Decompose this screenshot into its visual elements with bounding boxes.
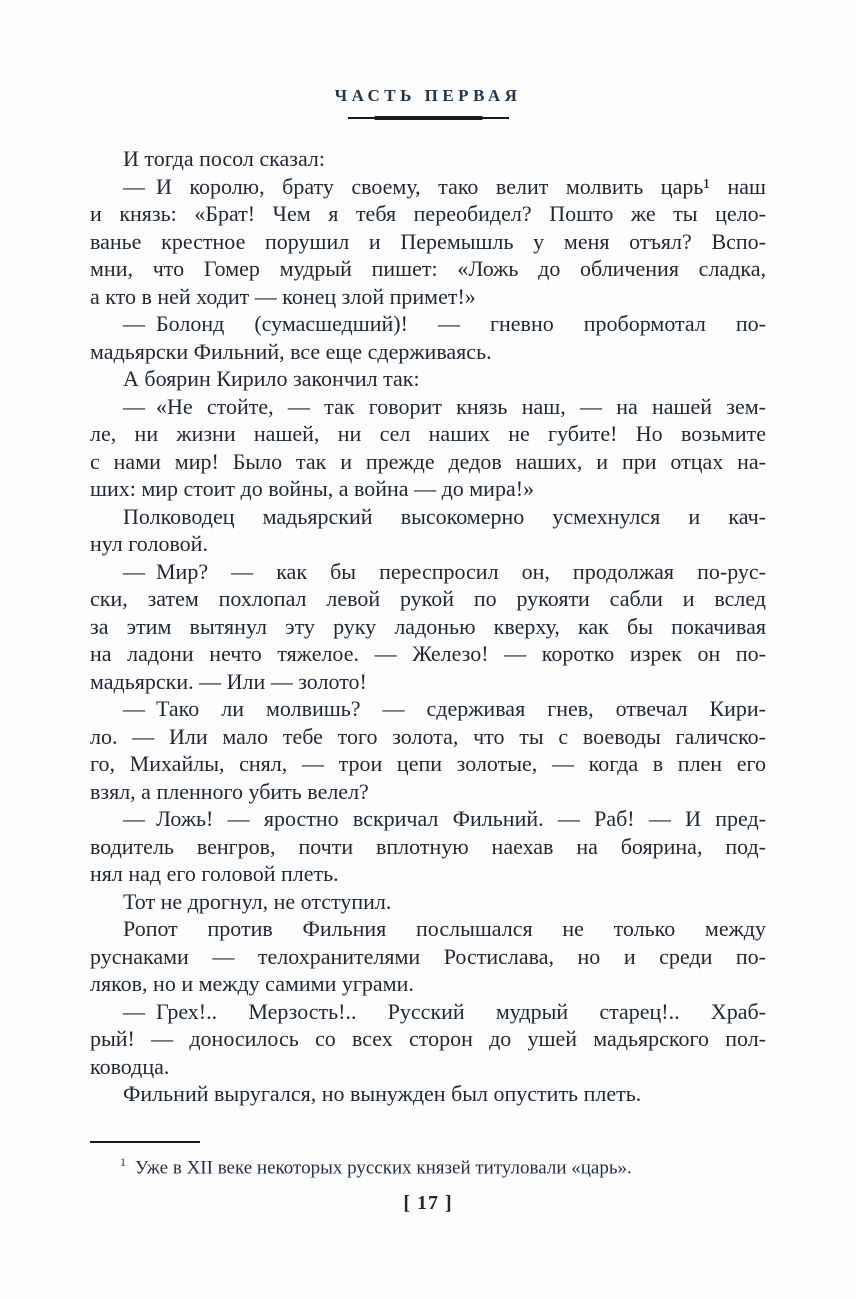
text-line: го, Михайлы, снял, — трои цепи золотые, — когда в плен его — [90, 751, 766, 776]
footnote-text: Уже в XII веке некоторых русских князей титуловали «царь». — [135, 1156, 632, 1178]
body-text — [90, 145, 766, 1108]
paragraph — [90, 145, 766, 173]
text-line: мадьярски. — Или — золото! — [90, 668, 367, 694]
chapter-header — [90, 0, 766, 121]
text-line: ководца. — [90, 1053, 170, 1079]
paragraph — [90, 888, 766, 916]
footnote-separator — [90, 1141, 200, 1143]
paragraph — [90, 503, 766, 558]
paragraph — [90, 558, 766, 696]
text-line: и князь: «Брат! Чем я тебя переобидел? Пошто же ты цело- — [90, 201, 766, 226]
text-line: — Болонд (сумасшедший)! — гневно пробормотал по- — [123, 311, 766, 336]
text-line: А боярин Кирило закончил так: — [123, 366, 420, 391]
paragraph — [90, 365, 766, 393]
text-line: взял, а пленного убить велел? — [90, 778, 369, 804]
text-line: Полководец мадьярский высокомерно усмехнулся и кач- — [123, 503, 766, 529]
text-line: — «Не стойте, — так говорит князь наш, — на нашей зем- — [123, 393, 766, 419]
paragraph — [90, 695, 766, 805]
text-line: — Тако ли молвишь? — сдерживая гнев, отвечал Кири- — [123, 696, 766, 721]
text-line: — Ложь! — яростно вскричал Фильний. — Раб! — И пред- — [123, 806, 766, 831]
text-line: ло. — Или мало тебе того золота, что ты с воеводы галичско- — [90, 723, 766, 749]
page-footer — [90, 1192, 766, 1215]
text-line: ски, затем похлопал левой рукой по рукояти сабли и вслед — [90, 586, 766, 611]
page-title: ЧАСТЬ ПЕРВАЯ — [334, 86, 522, 105]
text-line: ляков, но и между самими уграми. — [90, 971, 414, 996]
text-line: ванье крестное порушил и Перемышль у меня отъял? Вспо- — [90, 228, 766, 254]
text-line: ших: мир стоит до войны, а война — до мира!» — [90, 476, 535, 501]
text-line: за этим вытянул эту руку ладонью кверху, как бы покачивая — [90, 613, 766, 639]
text-line: Тот не дрогнул, не отступил. — [123, 888, 392, 914]
text-line: мадьярски Фильний, все еще сдерживаясь. — [90, 338, 492, 364]
text-line: руснаками — телохранителями Ростислава, но и среди по- — [90, 943, 766, 969]
text-line: Ропот против Фильния послышался не только между — [123, 916, 766, 941]
page-number: [ 17 ] — [403, 1191, 453, 1214]
text-line: — Мир? — как бы переспросил он, продолжая по-рус- — [123, 558, 766, 584]
paragraph — [90, 998, 766, 1081]
footnote-marker: 1 — [120, 1154, 126, 1169]
title-rule-ornament — [348, 115, 509, 121]
text-line: нул головой. — [90, 531, 208, 556]
text-line: Фильний выругался, но вынужден был опустить плеть. — [123, 1081, 642, 1106]
paragraph — [90, 915, 766, 998]
text-line: — Грех!.. Мерзость!.. Русский мудрый старец!.. Храб- — [123, 998, 766, 1024]
paragraph — [90, 310, 766, 365]
text-line: — И королю, брату своему, тако велит молвить царь¹ наш — [123, 173, 766, 199]
text-line: ле, ни жизни нашей, ни сел наших не губите! Но возьмите — [90, 421, 766, 446]
paragraph — [90, 1080, 766, 1108]
title-rule-thick-line — [374, 116, 483, 120]
paragraph — [90, 805, 766, 888]
paragraph — [90, 173, 766, 311]
text-line: на ладони нечто тяжелое. — Железо! — коротко изрек он по- — [90, 641, 766, 666]
text-line: рый! — доносилось со всех сторон до ушей мадьярского пол- — [90, 1026, 766, 1051]
paragraph — [90, 393, 766, 503]
text-line: а кто в ней ходит — конец злой примет!» — [90, 283, 476, 309]
text-line: нял над его головой плеть. — [90, 861, 339, 886]
footnote — [90, 1150, 796, 1180]
text-line: И тогда посол сказал: — [123, 146, 325, 171]
text-line: мни, что Гомер мудрый пишет: «Ложь до обличения сладка, — [90, 256, 766, 281]
text-line: с нами мир! Было так и прежде дедов наших, и при отцах на- — [90, 448, 766, 474]
text-line: водитель венгров, почти вплотную наехав на боярина, под- — [90, 833, 766, 859]
